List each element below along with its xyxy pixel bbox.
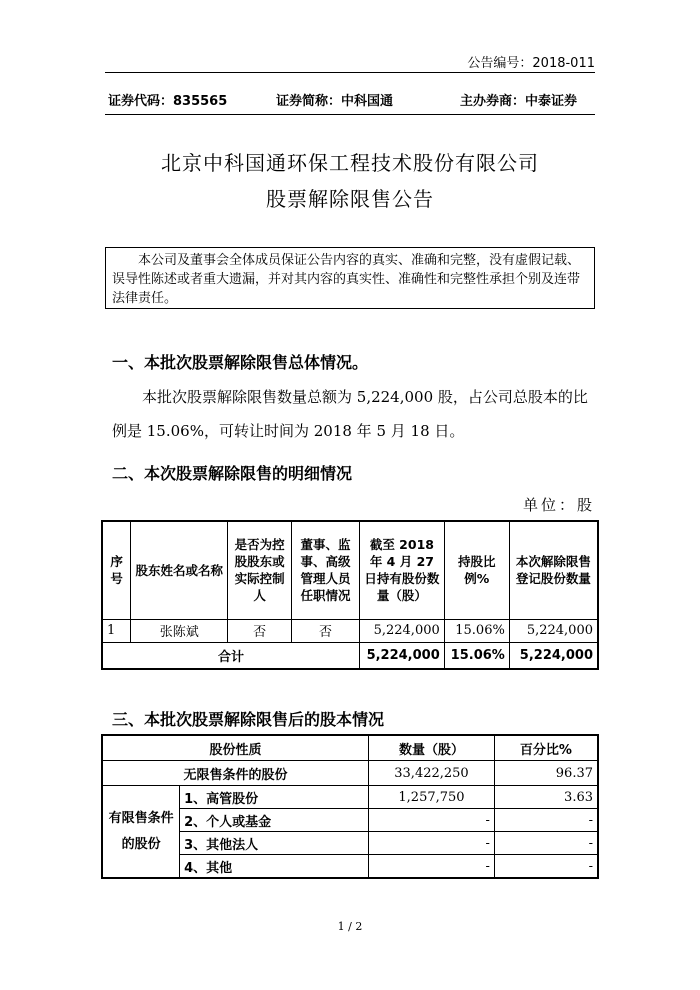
- unrestricted-pct: 96.37: [494, 761, 598, 786]
- total-label: 合计: [102, 642, 360, 669]
- restricted-row-pct: -: [494, 855, 598, 879]
- col-header: 数量（股）: [369, 735, 495, 761]
- col-header: 股份性质: [102, 735, 369, 761]
- section1-heading: 一、本批次股票解除限售总体情况。: [112, 353, 369, 372]
- cell-held: 5,224,000: [360, 619, 445, 642]
- sponsor-broker: 主办券商：中泰证券: [460, 94, 578, 109]
- restricted-row-label: 2、个人或基金: [180, 809, 369, 832]
- document-title: 股票解除限售公告: [266, 187, 434, 211]
- cell-ratio: 15.06%: [444, 619, 509, 642]
- restricted-row-pct: 3.63: [494, 786, 598, 809]
- cell-position: 否: [292, 619, 360, 642]
- cell-released: 5,224,000: [509, 619, 598, 642]
- header-rule-top: [105, 72, 595, 73]
- col-header: 董事、监事、高级管理人员任职情况: [292, 521, 360, 619]
- col-header: 序号: [102, 521, 131, 619]
- col-header: 持股比例%: [444, 521, 509, 619]
- table-row: [102, 786, 598, 809]
- capital-structure-table: [101, 734, 599, 879]
- restricted-row-label: 1、高管股份: [180, 786, 369, 809]
- restricted-row-label: 4、其他: [180, 855, 369, 879]
- disclaimer-box: [105, 247, 595, 309]
- cell-name: 张陈斌: [131, 619, 228, 642]
- section2-heading: 二、本次股票解除限售的明细情况: [112, 464, 353, 483]
- section1-body: [112, 380, 590, 448]
- col-header: 股东姓名或名称: [131, 521, 228, 619]
- cell-controller: 否: [228, 619, 292, 642]
- table-row: [102, 761, 598, 786]
- release-detail-table: [101, 520, 599, 670]
- col-header: 是否为控股股东或实际控制人: [228, 521, 292, 619]
- disclaimer-text: 本公司及董事会全体成员保证公告内容的真实、准确和完整，没有虚假记载、误导性陈述或者重大遗漏，并对其内容的真实性、准确性和完整性承担个别及连带法律责任。: [112, 253, 581, 306]
- page-number: 1 / 2: [337, 920, 363, 933]
- table-header-row: [102, 521, 598, 619]
- cell-no: 1: [102, 619, 131, 642]
- restricted-row-qty: 1,257,750: [369, 786, 495, 809]
- col-header: 本次解除限售登记股份数量: [509, 521, 598, 619]
- security-name: 证券简称：中科国通: [276, 94, 394, 109]
- table-total-row: [102, 642, 598, 669]
- col-header: 百分比%: [494, 735, 598, 761]
- security-code: 证券代码：835565: [108, 94, 228, 109]
- restricted-row-label: 3、其他法人: [180, 832, 369, 855]
- restricted-row-qty: -: [369, 832, 495, 855]
- section1-text: 本批次股票解除限售数量总额为 5,224,000 股，占公司总股本的比例是 15.06%，可转让时间为 2018 年 5 月 18 日。: [112, 388, 588, 440]
- unrestricted-label: 无限售条件的股份: [102, 761, 369, 786]
- header-rule-bottom: [105, 114, 595, 115]
- col-header: 截至 2018 年 4 月 27 日持有股份数量（股）: [360, 521, 445, 619]
- section3-heading: 三、本批次股票解除限售后的股本情况: [112, 710, 385, 729]
- announcement-number: 公告编号：2018-011: [467, 56, 595, 71]
- table-row: [102, 619, 598, 642]
- restricted-row-qty: -: [369, 809, 495, 832]
- restricted-row-pct: -: [494, 809, 598, 832]
- total-ratio: 15.06%: [444, 642, 509, 669]
- total-held: 5,224,000: [360, 642, 445, 669]
- unit-label: 单位：股: [522, 496, 595, 514]
- company-title: 北京中科国通环保工程技术股份有限公司: [161, 151, 539, 175]
- restricted-group-label: 有限售条件的股份: [102, 786, 180, 879]
- restricted-row-pct: -: [494, 832, 598, 855]
- restricted-row-qty: -: [369, 855, 495, 879]
- total-released: 5,224,000: [509, 642, 598, 669]
- unrestricted-qty: 33,422,250: [369, 761, 495, 786]
- table-header-row: [102, 735, 598, 761]
